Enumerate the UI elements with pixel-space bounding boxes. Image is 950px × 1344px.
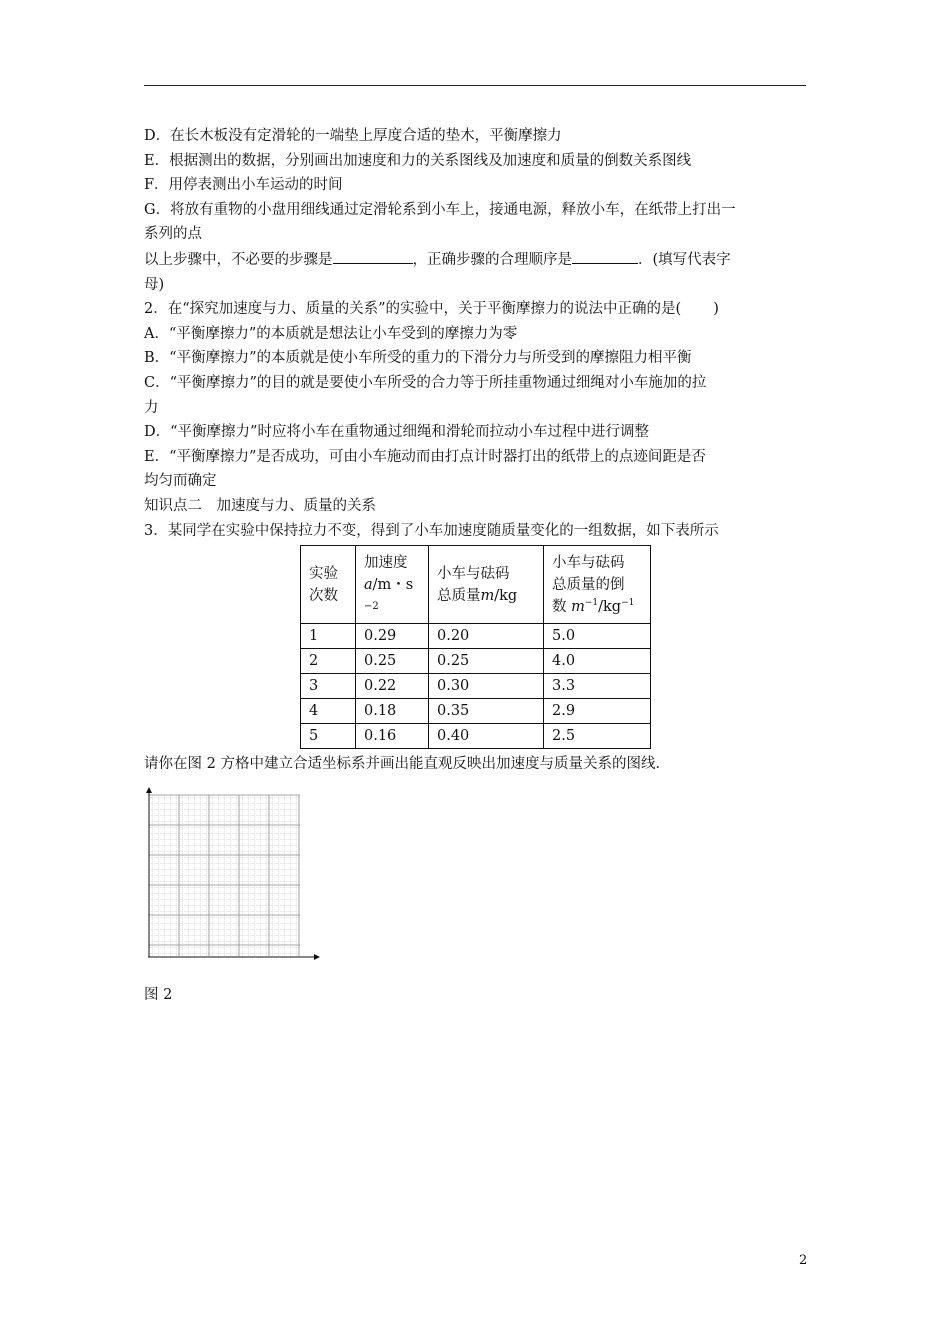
data-table xyxy=(300,545,651,749)
document-body xyxy=(144,124,808,543)
figure-caption: 图 2 xyxy=(144,987,173,1003)
question-1-prompt xyxy=(144,247,808,273)
header-trial: 实验 次数 xyxy=(301,546,356,624)
question-1-text-c: ．(填写代表字 xyxy=(638,251,731,268)
graph-instruction: 请你在图 2 方格中建立合适坐标系并画出能直观反映出加速度与质量关系的图线． xyxy=(144,756,670,772)
question-2-paren-close: ) xyxy=(713,301,719,318)
answer-blank-unnecessary-steps[interactable] xyxy=(333,247,413,264)
option-e-line1: E．“平衡摩擦力”是否成功，可由小车施动而由打点计时器打出的纸带上的点迹间距是否 xyxy=(144,448,706,465)
table-row: 1 0.29 0.20 5.0 xyxy=(301,624,651,649)
header-rule xyxy=(144,85,806,86)
answer-blank-step-order[interactable] xyxy=(572,247,638,264)
question-2-stem xyxy=(144,297,808,322)
question-1-text-b: ，正确步骤的合理顺序是 xyxy=(412,251,572,268)
header-mass: 小车与砝码 总质量m/kg xyxy=(429,546,544,624)
option-d: D．“平衡摩擦力”时应将小车在重物通过细绳和滑轮而拉动小车过程中进行调整 xyxy=(144,424,649,441)
header-inverse-mass: 小车与砝码 总质量的倒 数 $m^{-1}/kg^{-1}$ xyxy=(544,546,651,624)
header-acceleration: 加速度 a/m・s −2 xyxy=(356,546,429,624)
step-e: E．根据测出的数据，分别画出加速度和力的关系图线及加速度和质量的倒数关系图线 xyxy=(144,152,692,169)
option-c-line1: C．“平衡摩擦力”的目的就是要使小车所受的合力等于所挂重物通过细绳对小车施加的拉 xyxy=(144,374,707,391)
table-row: 3 0.22 0.30 3.3 xyxy=(301,674,651,699)
step-g-line1: G．将放有重物的小盘用细线通过定滑轮系到小车上，接通电源，释放小车，在纸带上打出一 xyxy=(144,201,736,218)
data-table-wrapper xyxy=(300,545,651,749)
question-2-text: 2．在“探究加速度与力、质量的关系”的实验中，关于平衡摩擦力的说法中正确的是( xyxy=(144,301,682,318)
table-header-row xyxy=(301,546,651,624)
question-1-prompt-end: 母) xyxy=(144,276,165,293)
step-f: F．用停表测出小车运动的时间 xyxy=(144,177,343,194)
question-3-stem: 3．某同学在实验中保持拉力不变，得到了小车加速度随质量变化的一组数据，如下表所示 xyxy=(144,522,719,539)
x-axis-arrow-icon xyxy=(314,954,320,960)
question-1-text-a: 以上步骤中，不必要的步骤是 xyxy=(144,251,333,268)
step-g-line2: 系列的点 xyxy=(144,226,202,243)
table-row: 4 0.18 0.35 2.9 xyxy=(301,699,651,724)
table-row: 2 0.25 0.25 4.0 xyxy=(301,649,651,674)
graph-grid xyxy=(140,785,325,965)
option-a: A．“平衡摩擦力”的本质就是想法让小车受到的摩擦力为零 xyxy=(144,325,518,342)
page-number: 2 xyxy=(799,1253,808,1268)
section-heading: 知识点二 加速度与力、质量的关系 xyxy=(144,497,376,514)
option-b: B．“平衡摩擦力”的本质就是使小车所受的重力的下滑分力与所受到的摩擦阻力相平衡 xyxy=(144,350,692,367)
option-c-line2: 力 xyxy=(144,399,159,416)
table-row: 5 0.16 0.40 2.5 xyxy=(301,724,651,749)
y-axis-arrow-icon xyxy=(146,787,152,793)
grid-cells xyxy=(149,795,300,956)
option-e-line2: 均匀而确定 xyxy=(144,473,217,490)
step-d: D．在长木板没有定滑轮的一端垫上厚度合适的垫木，平衡摩擦力 xyxy=(144,128,562,144)
